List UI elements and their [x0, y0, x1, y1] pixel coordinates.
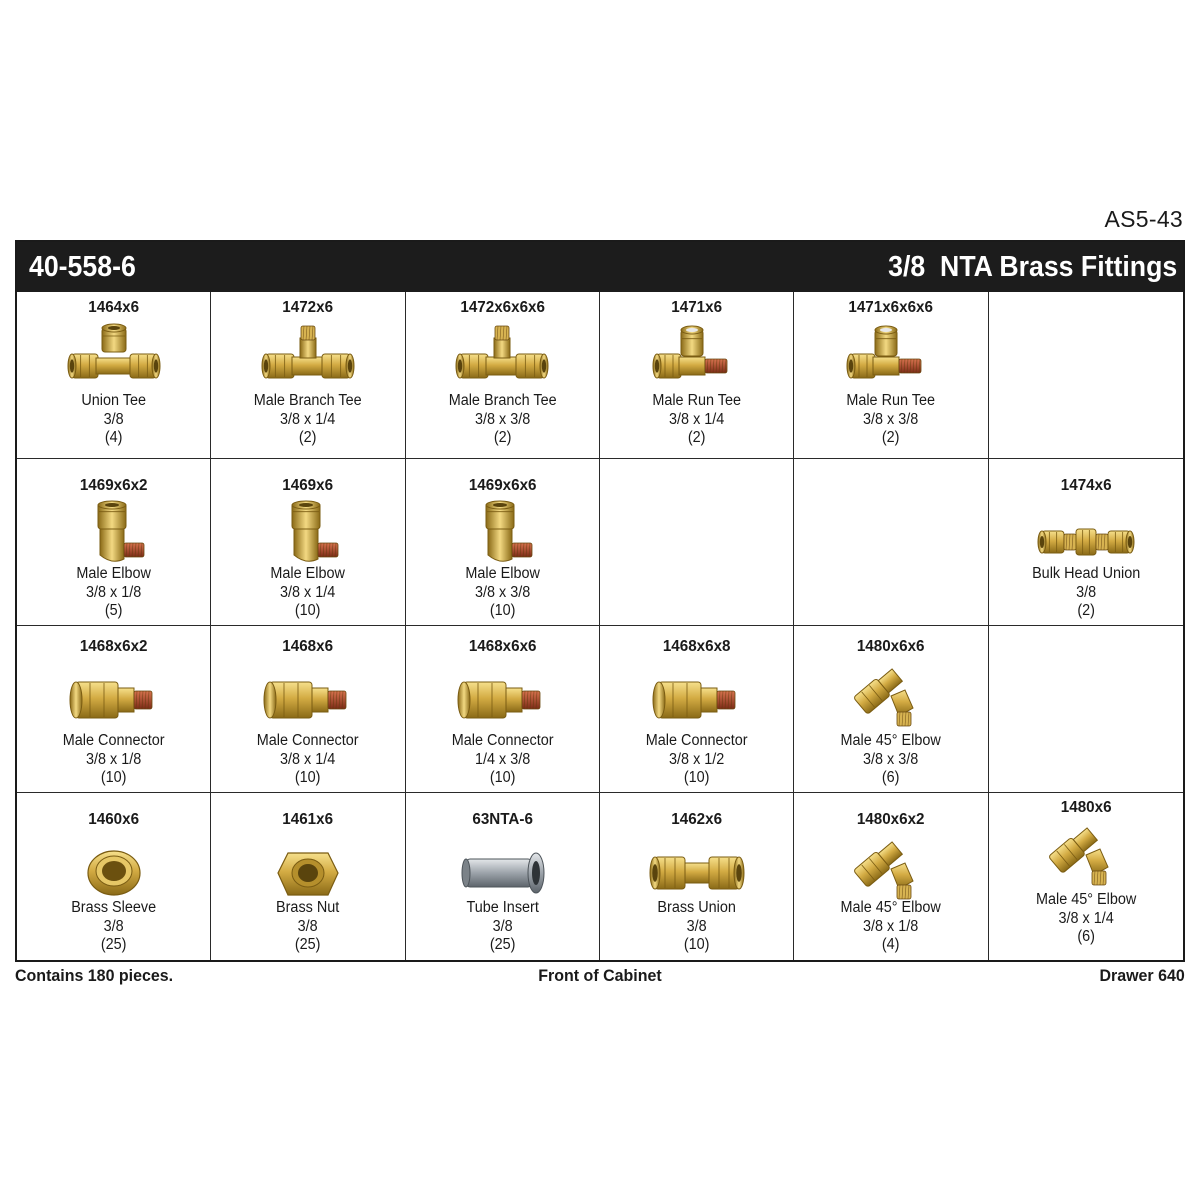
- part-quantity: (2): [687, 429, 706, 446]
- part-slot: [989, 793, 1183, 960]
- part-name: Male 45° Elbow: [1035, 891, 1136, 908]
- part-quantity: (10): [100, 769, 127, 786]
- part-description: [607, 899, 787, 955]
- part-number: 1461x6: [282, 811, 334, 828]
- part-quantity: (4): [104, 429, 123, 446]
- part-size: 3/8: [103, 410, 124, 428]
- piece-count: Contains 180 pieces.: [15, 966, 174, 985]
- part-size: 3/8: [1075, 583, 1096, 601]
- part-quantity: (25): [100, 936, 127, 953]
- part-name: Male Elbow: [465, 565, 540, 582]
- male-branch-tee-icon: [452, 320, 552, 392]
- part-name: Brass Union: [657, 899, 736, 916]
- part-name: Male 45° Elbow: [840, 899, 942, 916]
- part-name: Male Elbow: [76, 565, 151, 582]
- part-name: Union Tee: [81, 392, 146, 409]
- part-number: 63NTA-6: [472, 811, 533, 828]
- parts-grid: [17, 292, 1183, 960]
- male-connector-icon: [647, 660, 747, 732]
- part-size: 3/8: [297, 917, 319, 935]
- part-number: 1462x6: [671, 811, 723, 828]
- part-quantity: (10): [489, 769, 516, 786]
- part-quantity: (25): [489, 936, 516, 953]
- brass-sleeve-icon: [64, 833, 164, 905]
- part-slot: [406, 626, 600, 793]
- part-number: 1480x6x6: [857, 638, 925, 655]
- male-run-tee-icon: [841, 320, 941, 392]
- part-description: [607, 732, 787, 788]
- part-slot: [211, 626, 405, 793]
- part-quantity: (2): [1077, 602, 1095, 619]
- part-name: Male Connector: [451, 732, 554, 749]
- part-quantity: (6): [1077, 928, 1095, 945]
- part-description: [801, 392, 981, 448]
- part-quantity: (5): [104, 602, 123, 619]
- part-slot: [211, 459, 405, 626]
- part-name: Bulk Head Union: [1031, 565, 1140, 582]
- part-slot: [989, 459, 1183, 626]
- part-description: [412, 899, 592, 955]
- kit-number: 40-558-6: [29, 250, 136, 283]
- part-number: 1460x6: [88, 811, 140, 828]
- male-elbow-icon: [258, 499, 358, 571]
- part-slot: [406, 292, 600, 459]
- part-number: 1472x6: [282, 299, 334, 316]
- part-size: 3/8 x 1/4: [280, 750, 336, 768]
- part-description: [218, 565, 398, 621]
- part-name: Male Connector: [62, 732, 165, 749]
- empty-slot: [989, 292, 1183, 459]
- part-quantity: (10): [295, 602, 321, 619]
- part-name: Brass Nut: [276, 899, 340, 916]
- part-size: 3/8 x 1/8: [863, 917, 919, 935]
- part-slot: [406, 793, 600, 960]
- part-description: [995, 891, 1176, 947]
- male-elbow-icon: [452, 499, 552, 571]
- empty-slot: [989, 626, 1183, 793]
- parts-sheet: [15, 240, 1185, 962]
- part-size: 3/8 x 1/4: [1058, 909, 1114, 927]
- part-quantity: (4): [882, 936, 900, 953]
- part-size: 3/8 x 1/4: [669, 410, 725, 428]
- part-name: Male Run Tee: [846, 392, 936, 409]
- male-45-elbow-icon: [1036, 819, 1136, 891]
- empty-slot: [794, 459, 988, 626]
- male-run-tee-icon: [647, 320, 747, 392]
- part-name: Male Connector: [645, 732, 748, 749]
- male-45-elbow-icon: [841, 833, 941, 905]
- tube-insert-icon: [452, 833, 552, 905]
- part-quantity: (10): [683, 769, 710, 786]
- part-description: [218, 392, 398, 448]
- part-slot: [17, 626, 211, 793]
- part-number: 1480x6x2: [857, 811, 925, 828]
- part-quantity: (10): [489, 602, 516, 619]
- drawer-number: Drawer 640: [1099, 966, 1185, 985]
- part-slot: [211, 292, 405, 459]
- part-quantity: (10): [683, 936, 710, 953]
- footer: [15, 966, 1185, 988]
- part-number: 1468x6x6: [468, 638, 537, 655]
- part-size: 3/8 x 1/2: [669, 750, 725, 768]
- bulk-head-union-icon: [1036, 499, 1136, 571]
- part-size: 3/8 x 3/8: [863, 410, 919, 428]
- part-number: 1469x6x2: [79, 477, 148, 494]
- male-connector-icon: [258, 660, 358, 732]
- part-description: [24, 392, 204, 448]
- part-slot: [17, 292, 211, 459]
- part-number: 1469x6: [282, 477, 334, 494]
- part-size: 3/8: [492, 917, 513, 935]
- part-slot: [406, 459, 600, 626]
- part-quantity: (2): [493, 429, 512, 446]
- kit-title: 3/8 NTA Brass Fittings: [887, 250, 1177, 283]
- union-tee-icon: [64, 320, 164, 392]
- cabinet-position: Front of Cabinet: [538, 966, 662, 985]
- part-number: 1464x6: [88, 299, 140, 316]
- male-connector-icon: [64, 660, 164, 732]
- part-description: [412, 392, 592, 448]
- empty-slot: [600, 459, 794, 626]
- part-description: [412, 565, 592, 621]
- part-name: Male Branch Tee: [254, 392, 362, 409]
- male-connector-icon: [452, 660, 552, 732]
- part-size: 3/8: [686, 917, 707, 935]
- brass-nut-icon: [258, 833, 358, 905]
- part-slot: [211, 793, 405, 960]
- part-quantity: (10): [295, 769, 321, 786]
- part-size: 3/8 x 1/8: [86, 583, 142, 601]
- part-size: 3/8 x 1/4: [280, 583, 336, 601]
- part-slot: [794, 793, 988, 960]
- part-quantity: (2): [299, 429, 317, 446]
- part-size: 1/4 x 3/8: [474, 750, 530, 768]
- male-elbow-icon: [64, 499, 164, 571]
- part-number: 1480x6: [1060, 799, 1112, 816]
- part-slot: [600, 292, 794, 459]
- part-slot: [600, 793, 794, 960]
- part-number: 1474x6: [1060, 477, 1112, 494]
- part-description: [24, 565, 204, 621]
- part-size: 3/8 x 3/8: [474, 410, 530, 428]
- part-slot: [17, 459, 211, 626]
- part-description: [24, 732, 204, 788]
- part-description: [24, 899, 204, 955]
- part-size: 3/8 x 1/8: [86, 750, 142, 768]
- part-description: [801, 899, 981, 955]
- part-number: 1468x6x2: [79, 638, 148, 655]
- part-size: 3/8 x 3/8: [474, 583, 530, 601]
- part-number: 1469x6x6: [468, 477, 537, 494]
- header-bar: [17, 242, 1183, 292]
- brass-union-icon: [647, 833, 747, 905]
- part-number: 1472x6x6x6: [460, 299, 545, 316]
- part-quantity: (25): [295, 936, 321, 953]
- part-name: Male Connector: [257, 732, 359, 749]
- part-size: 3/8 x 1/4: [280, 410, 336, 428]
- part-quantity: (6): [882, 769, 900, 786]
- part-slot: [600, 626, 794, 793]
- part-name: Male Elbow: [270, 565, 346, 582]
- part-number: 1468x6: [282, 638, 334, 655]
- part-description: [218, 732, 398, 788]
- part-size: 3/8 x 3/8: [863, 750, 919, 768]
- part-quantity: (2): [882, 429, 900, 446]
- cabinet-code: AS5-43: [1104, 206, 1183, 232]
- male-45-elbow-icon: [841, 660, 941, 732]
- part-slot: [17, 793, 211, 960]
- part-slot: [794, 292, 988, 459]
- part-description: [412, 732, 592, 788]
- part-size: 3/8: [103, 917, 124, 935]
- part-description: [995, 565, 1176, 621]
- part-name: Brass Sleeve: [71, 899, 157, 916]
- part-slot: [794, 626, 988, 793]
- part-number: 1471x6x6x6: [848, 299, 934, 316]
- part-description: [607, 392, 787, 448]
- part-number: 1468x6x8: [662, 638, 731, 655]
- part-name: Tube Insert: [466, 899, 539, 916]
- male-branch-tee-icon: [258, 320, 358, 392]
- part-name: Male Branch Tee: [448, 392, 557, 409]
- part-number: 1471x6: [671, 299, 723, 316]
- part-name: Male Run Tee: [652, 392, 741, 409]
- part-name: Male 45° Elbow: [840, 732, 942, 749]
- part-description: [218, 899, 398, 955]
- part-description: [801, 732, 981, 788]
